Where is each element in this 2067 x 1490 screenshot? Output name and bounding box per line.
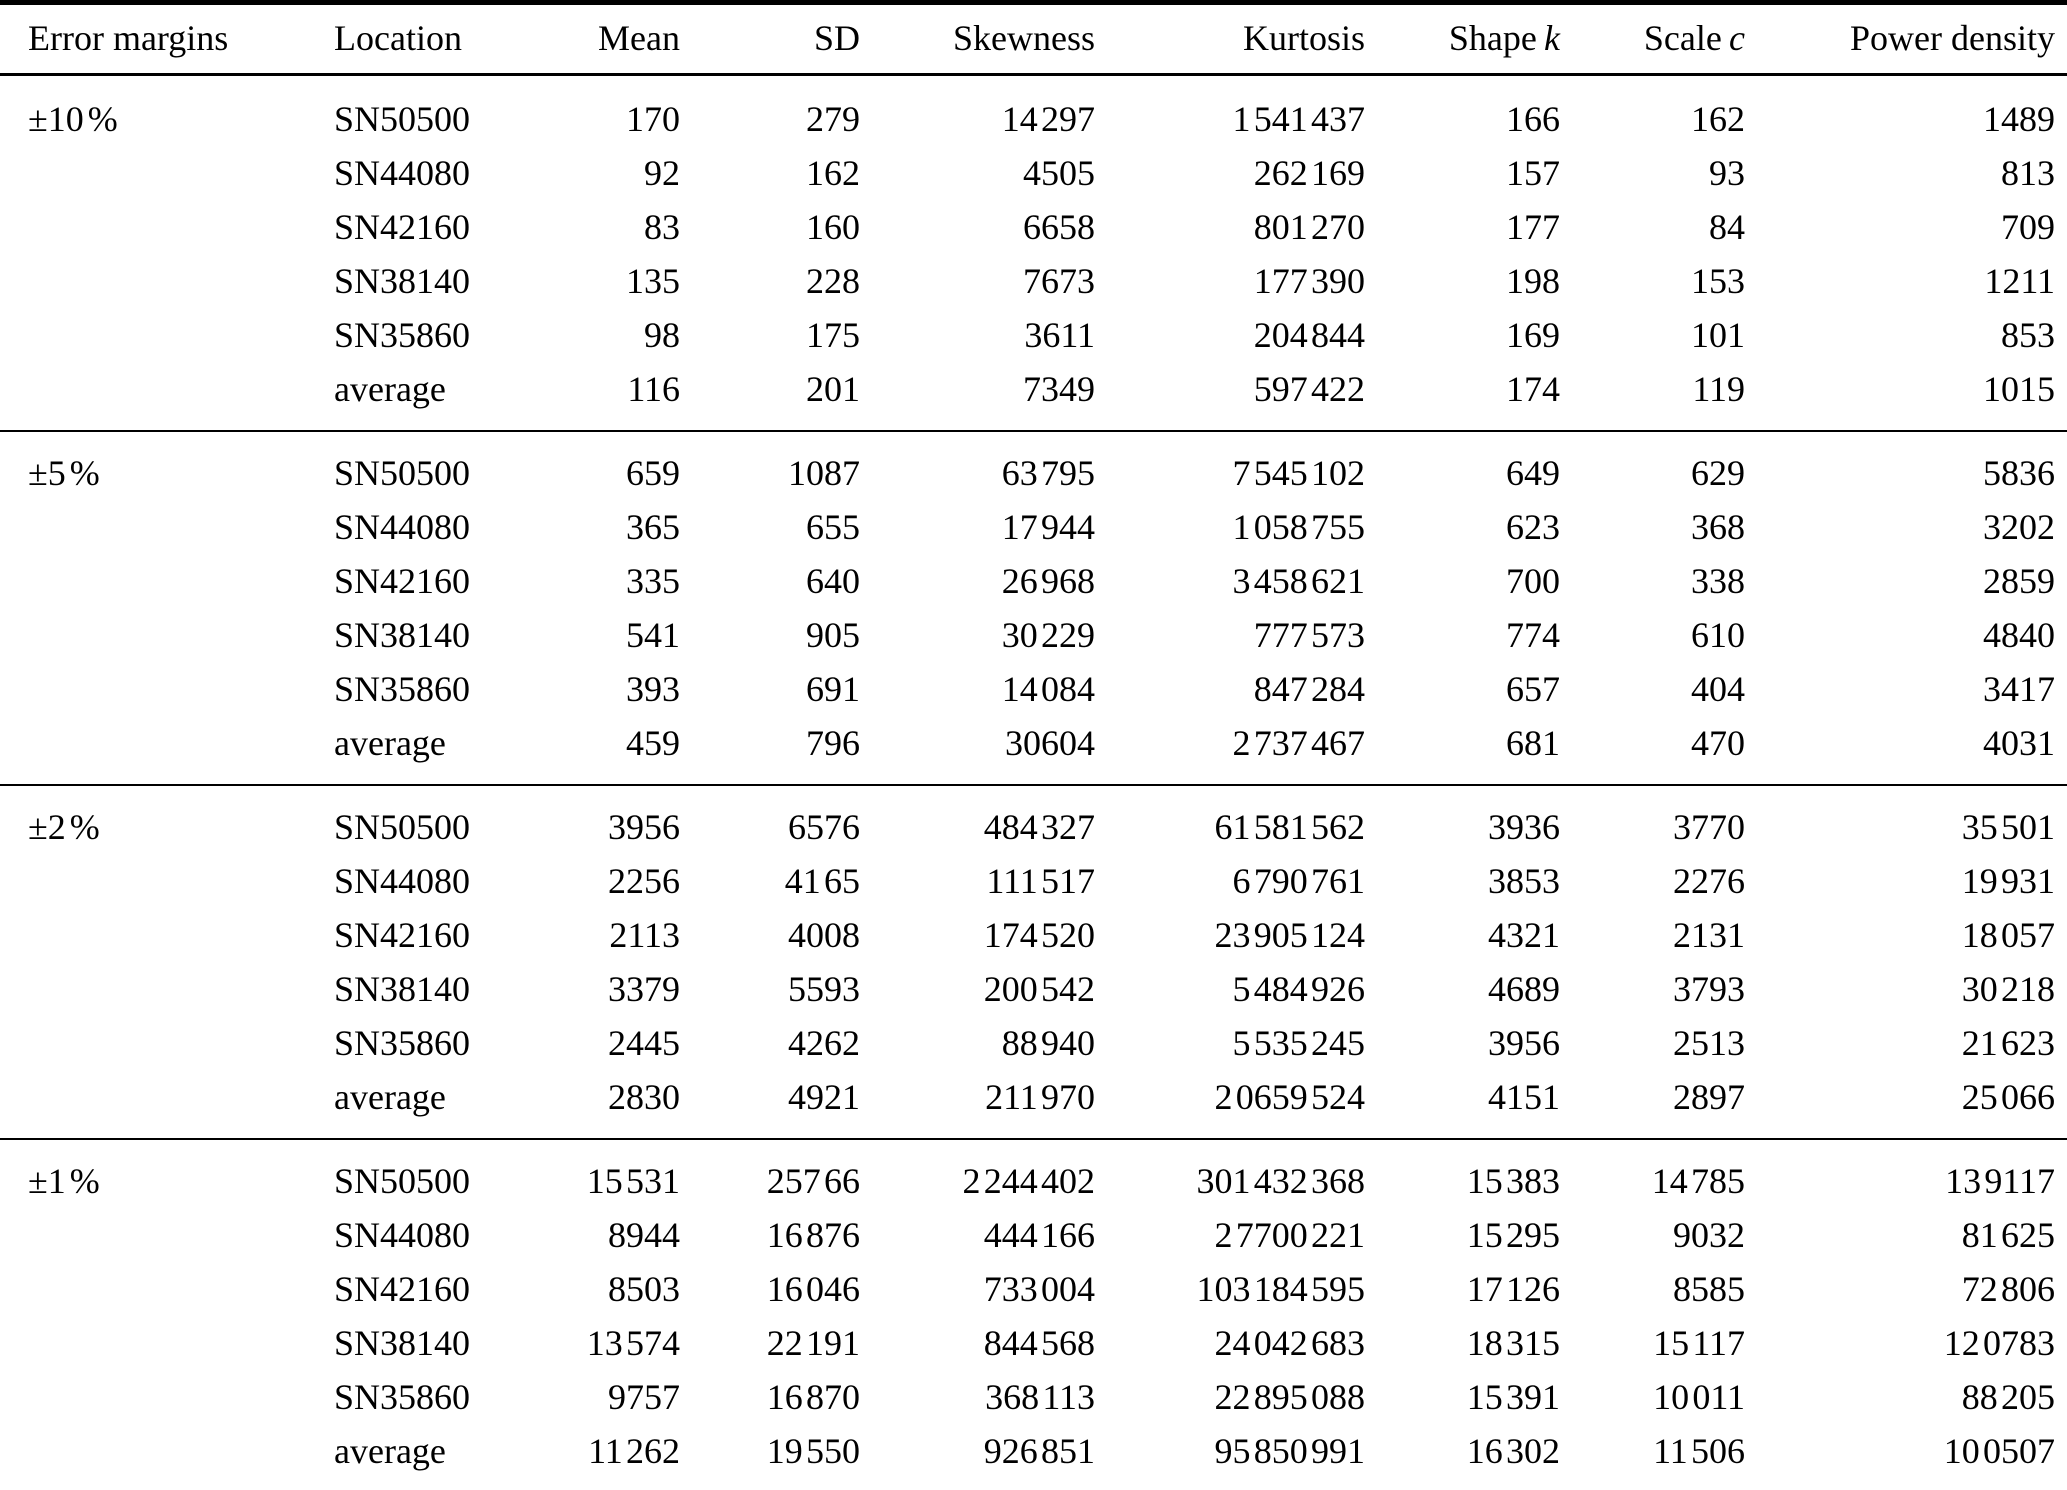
sd-cell: 4008 — [788, 915, 860, 955]
skewness-cell: 88 940 — [1001, 1023, 1095, 1063]
sd-cell: 41 65 — [784, 861, 860, 901]
error-margin-group — [0, 785, 2067, 1139]
error-margin-cell: ±10 % — [28, 99, 118, 139]
table-row — [0, 500, 2067, 554]
skewness-cell: 733 004 — [983, 1269, 1095, 1309]
table-row — [0, 1139, 2067, 1208]
location-cell: SN44080 — [334, 153, 471, 193]
skewness-cell: 7673 — [1023, 261, 1095, 301]
shape-k-cell: 15 391 — [1466, 1377, 1560, 1417]
sd-cell: 640 — [806, 561, 860, 601]
kurtosis-cell: 2 737 467 — [1232, 723, 1365, 763]
mean-cell: 335 — [626, 561, 680, 601]
scale-c-cell: 10 011 — [1653, 1377, 1745, 1417]
shape-k-cell: 700 — [1506, 561, 1560, 601]
mean-cell: 116 — [627, 369, 680, 409]
column-header-label: Shape — [1448, 18, 1537, 58]
error-margin-cell — [0, 962, 300, 1016]
scale-c-cell: 338 — [1691, 561, 1745, 601]
skewness-cell: 368 113 — [985, 1377, 1095, 1417]
scale-c-cell: 11 506 — [1653, 1431, 1745, 1471]
skewness-cell: 7349 — [1023, 369, 1095, 409]
location-cell: SN35860 — [334, 1023, 471, 1063]
scale-c-cell: 3770 — [1560, 785, 1745, 854]
power-density-cell: 2859 — [1983, 561, 2055, 601]
kurtosis-cell: 6 790 761 — [1232, 861, 1365, 901]
kurtosis-cell: 7 545 102 — [1095, 431, 1365, 500]
col-header-power-density — [1745, 3, 2067, 75]
col-header-shape-k — [1365, 3, 1560, 75]
mean-cell: 459 — [626, 723, 680, 763]
error-margin-group — [0, 1139, 2067, 1490]
table-row — [0, 1016, 2067, 1070]
kurtosis-cell: 597 422 — [1253, 369, 1365, 409]
error-margin-cell — [0, 662, 300, 716]
location-cell: SN50500 — [300, 1139, 520, 1208]
power-density-cell: 1489 — [1983, 99, 2055, 139]
shape-k-cell: 623 — [1506, 507, 1560, 547]
shape-k-cell: 681 — [1506, 723, 1560, 763]
table-row — [0, 908, 2067, 962]
skewness-cell: 2 244 402 — [860, 1139, 1095, 1208]
kurtosis-cell: 103 184 595 — [1196, 1269, 1365, 1309]
shape-k-cell: 3956 — [1488, 1023, 1560, 1063]
scale-c-cell: 3793 — [1673, 969, 1745, 1009]
kurtosis-cell: 301 432 368 — [1095, 1139, 1365, 1208]
error-margin-cell — [0, 1016, 300, 1070]
location-cell: average — [334, 723, 446, 763]
sd-cell: 162 — [806, 153, 860, 193]
shape-k-cell: 4689 — [1488, 969, 1560, 1009]
table-row — [0, 785, 2067, 854]
mean-cell: 92 — [644, 153, 680, 193]
error-margin-group — [0, 431, 2067, 785]
shape-k-cell: 3853 — [1488, 861, 1560, 901]
shape-k-cell: 649 — [1365, 431, 1560, 500]
kurtosis-cell: 22 895 088 — [1214, 1377, 1365, 1417]
col-header-scale-c — [1560, 3, 1745, 75]
sd-cell: 228 — [806, 261, 860, 301]
scale-c-cell: 368 — [1691, 507, 1745, 547]
column-header-label: Location — [334, 18, 462, 58]
table-row — [0, 308, 2067, 362]
sd-cell: 16 876 — [766, 1215, 860, 1255]
skewness-cell: 3611 — [1024, 315, 1095, 355]
col-header-location — [300, 3, 520, 75]
table-row — [0, 1424, 2067, 1490]
scale-c-cell: 404 — [1691, 669, 1745, 709]
error-margin-cell — [0, 1370, 300, 1424]
location-cell: SN35860 — [334, 315, 471, 355]
column-header-label: Skewness — [953, 18, 1095, 58]
scale-c-cell: 162 — [1691, 99, 1745, 139]
shape-k-cell: 17 126 — [1466, 1269, 1560, 1309]
shape-k-cell: 174 — [1506, 369, 1560, 409]
power-density-cell: 5836 — [1745, 431, 2067, 500]
location-cell: average — [334, 1077, 446, 1117]
table-row — [0, 1262, 2067, 1316]
scale-c-cell: 101 — [1691, 315, 1745, 355]
mean-cell: 15 531 — [520, 1139, 680, 1208]
sd-cell: 905 — [806, 615, 860, 655]
col-header-mean — [520, 3, 680, 75]
kurtosis-cell: 24 042 683 — [1214, 1323, 1365, 1363]
error-margin-cell — [0, 1262, 300, 1316]
error-margin-group — [0, 75, 2067, 432]
sd-cell: 257 66 — [680, 1139, 860, 1208]
error-margin-cell — [0, 200, 300, 254]
table-row — [0, 962, 2067, 1016]
location-cell: SN44080 — [334, 861, 471, 901]
scale-c-cell: 610 — [1691, 615, 1745, 655]
table-row — [0, 1370, 2067, 1424]
table-row — [0, 146, 2067, 200]
column-header-label: Kurtosis — [1242, 18, 1365, 58]
scale-c-cell: 119 — [1692, 369, 1745, 409]
skewness-cell: 26 968 — [1001, 561, 1095, 601]
kurtosis-cell: 5 484 926 — [1232, 969, 1365, 1009]
power-density-cell: 81 625 — [1961, 1215, 2055, 1255]
table-header — [0, 3, 2067, 75]
error-margin-cell: ±1 % — [0, 1139, 300, 1208]
mean-cell: 170 — [626, 99, 680, 139]
location-cell: SN38140 — [334, 261, 471, 301]
location-cell: SN44080 — [334, 507, 471, 547]
power-density-cell: 13 9117 — [1745, 1139, 2067, 1208]
power-density-cell: 4840 — [1983, 615, 2055, 655]
table-row — [0, 75, 2067, 147]
error-margin-cell — [0, 254, 300, 308]
error-margin-cell — [0, 308, 300, 362]
shape-k-cell: 4321 — [1488, 915, 1560, 955]
column-header-label: SD — [813, 18, 860, 58]
col-header-kurtosis — [1095, 3, 1365, 75]
mean-cell: 2445 — [608, 1023, 680, 1063]
power-density-cell: 3417 — [1983, 669, 2055, 709]
table-row — [0, 200, 2067, 254]
location-cell: SN35860 — [334, 1377, 471, 1417]
shape-k-cell: 4151 — [1488, 1077, 1560, 1117]
kurtosis-cell: 2 0659 524 — [1214, 1077, 1365, 1117]
kurtosis-cell: 847 284 — [1253, 669, 1365, 709]
sd-cell: 796 — [806, 723, 860, 763]
error-margin-cell — [0, 1424, 300, 1490]
skewness-cell: 4505 — [1023, 153, 1095, 193]
sd-cell: 6576 — [680, 785, 860, 854]
error-margin-cell — [0, 362, 300, 431]
skewness-cell: 17 944 — [1001, 507, 1095, 547]
location-cell: SN42160 — [334, 915, 471, 955]
column-header-var: c — [1729, 18, 1745, 58]
sd-cell: 19 550 — [766, 1431, 860, 1471]
power-density-cell: 1015 — [1983, 369, 2055, 409]
skewness-cell: 484 327 — [860, 785, 1095, 854]
kurtosis-cell: 23 905 124 — [1214, 915, 1365, 955]
skewness-cell: 200 542 — [983, 969, 1095, 1009]
power-density-cell: 72 806 — [1961, 1269, 2055, 1309]
mean-cell: 2830 — [608, 1077, 680, 1117]
sd-cell: 22 191 — [766, 1323, 860, 1363]
location-cell: SN35860 — [334, 669, 471, 709]
mean-cell: 11 262 — [588, 1431, 680, 1471]
sd-cell: 160 — [806, 207, 860, 247]
sd-cell: 279 — [806, 99, 860, 139]
location-cell: SN50500 — [300, 785, 520, 854]
sd-cell: 175 — [806, 315, 860, 355]
error-margin-cell: ±2 % — [0, 785, 300, 854]
power-density-cell: 18 057 — [1961, 915, 2055, 955]
error-margin-cell — [0, 146, 300, 200]
mean-cell: 365 — [626, 507, 680, 547]
kurtosis-cell: 61 581 562 — [1095, 785, 1365, 854]
scale-c-cell: 2276 — [1673, 861, 1745, 901]
shape-k-cell: 3936 — [1365, 785, 1560, 854]
scale-c-cell: 8585 — [1673, 1269, 1745, 1309]
error-margin-cell — [0, 500, 300, 554]
skewness-cell: 926 851 — [983, 1431, 1095, 1471]
shape-k-cell: 166 — [1506, 99, 1560, 139]
kurtosis-cell: 5 535 245 — [1232, 1023, 1365, 1063]
table-row — [0, 431, 2067, 500]
mean-cell: 8503 — [608, 1269, 680, 1309]
shape-k-cell: 177 — [1506, 207, 1560, 247]
mean-cell: 2256 — [608, 861, 680, 901]
sd-cell: 1087 — [680, 431, 860, 500]
kurtosis-cell: 1 058 755 — [1232, 507, 1365, 547]
mean-cell: 3956 — [520, 785, 680, 854]
sd-cell: 16 046 — [766, 1269, 860, 1309]
kurtosis-cell: 777 573 — [1253, 615, 1365, 655]
error-margin-cell — [0, 608, 300, 662]
skewness-cell: 30604 — [1005, 723, 1095, 763]
sd-cell: 691 — [806, 669, 860, 709]
location-cell: SN42160 — [334, 1269, 471, 1309]
table-row — [0, 362, 2067, 431]
location-cell: SN38140 — [334, 1323, 471, 1363]
shape-k-cell: 15 295 — [1466, 1215, 1560, 1255]
location-cell: SN42160 — [334, 561, 471, 601]
header-row — [0, 3, 2067, 75]
sd-cell: 4921 — [788, 1077, 860, 1117]
skewness-cell: 14 084 — [1001, 669, 1095, 709]
power-density-cell: 21 623 — [1961, 1023, 2055, 1063]
error-margin-cell — [0, 1070, 300, 1139]
sd-cell: 16 870 — [766, 1377, 860, 1417]
skewness-cell: 14 297 — [1001, 99, 1095, 139]
table-row — [0, 854, 2067, 908]
sd-cell: 5593 — [788, 969, 860, 1009]
table-row — [0, 608, 2067, 662]
kurtosis-cell: 801 270 — [1253, 207, 1365, 247]
skewness-cell: 444 166 — [983, 1215, 1095, 1255]
skewness-cell: 211 970 — [985, 1077, 1095, 1117]
kurtosis-cell: 262 169 — [1253, 153, 1365, 193]
power-density-cell: 3202 — [1983, 507, 2055, 547]
location-cell: SN50500 — [334, 99, 471, 139]
scale-c-cell: 2897 — [1673, 1077, 1745, 1117]
error-margin-cell — [0, 1208, 300, 1262]
power-density-cell: 813 — [2001, 153, 2055, 193]
col-header-skewness — [860, 3, 1095, 75]
error-margin-cell — [0, 1316, 300, 1370]
mean-cell: 13 574 — [586, 1323, 680, 1363]
shape-k-cell: 157 — [1506, 153, 1560, 193]
skewness-cell: 6658 — [1023, 207, 1095, 247]
power-density-cell: 12 0783 — [1943, 1323, 2055, 1363]
shape-k-cell: 16 302 — [1466, 1431, 1560, 1471]
skewness-cell: 30 229 — [1001, 615, 1095, 655]
kurtosis-cell: 2 7700 221 — [1214, 1215, 1365, 1255]
mean-cell: 8944 — [608, 1215, 680, 1255]
skewness-cell: 174 520 — [983, 915, 1095, 955]
scale-c-cell: 14 785 — [1560, 1139, 1745, 1208]
mean-cell: 3379 — [608, 969, 680, 1009]
scale-c-cell: 84 — [1709, 207, 1745, 247]
scale-c-cell: 93 — [1709, 153, 1745, 193]
mean-cell: 541 — [626, 615, 680, 655]
location-cell: average — [334, 1431, 446, 1471]
skewness-cell: 844 568 — [983, 1323, 1095, 1363]
kurtosis-cell: 204 844 — [1253, 315, 1365, 355]
location-cell: SN50500 — [300, 431, 520, 500]
scale-c-cell: 153 — [1691, 261, 1745, 301]
mean-cell: 98 — [644, 315, 680, 355]
scale-c-cell: 9032 — [1673, 1215, 1745, 1255]
skewness-cell: 63 795 — [860, 431, 1095, 500]
column-header-label: Power density — [1850, 18, 2055, 58]
scale-c-cell: 15 117 — [1653, 1323, 1745, 1363]
column-header-var: k — [1544, 18, 1560, 58]
error-margin-cell — [0, 854, 300, 908]
power-density-cell: 853 — [2001, 315, 2055, 355]
kurtosis-cell: 3 458 621 — [1232, 561, 1365, 601]
mean-cell: 9757 — [608, 1377, 680, 1417]
table-row — [0, 1208, 2067, 1262]
sd-cell: 655 — [806, 507, 860, 547]
power-density-cell: 4031 — [1983, 723, 2055, 763]
location-cell: SN44080 — [334, 1215, 471, 1255]
power-density-cell: 30 218 — [1961, 969, 2055, 1009]
kurtosis-cell: 177 390 — [1253, 261, 1365, 301]
error-margin-cell — [0, 716, 300, 785]
scale-c-cell: 629 — [1560, 431, 1745, 500]
shape-k-cell: 774 — [1506, 615, 1560, 655]
error-margin-cell: ±5 % — [0, 431, 300, 500]
column-header-label: Error margins — [28, 18, 229, 58]
location-cell: SN38140 — [334, 969, 471, 1009]
shape-k-cell: 169 — [1506, 315, 1560, 355]
col-header-sd — [680, 3, 860, 75]
mean-cell: 393 — [626, 669, 680, 709]
shape-k-cell: 657 — [1506, 669, 1560, 709]
shape-k-cell: 15 383 — [1365, 1139, 1560, 1208]
scale-c-cell: 2131 — [1673, 915, 1745, 955]
location-cell: average — [334, 369, 446, 409]
col-header-error-margins — [0, 3, 300, 75]
column-header-label: Scale — [1643, 18, 1722, 58]
kurtosis-cell: 95 850 991 — [1214, 1431, 1365, 1471]
location-cell: SN42160 — [334, 207, 471, 247]
scale-c-cell: 2513 — [1673, 1023, 1745, 1063]
shape-k-cell: 18 315 — [1466, 1323, 1560, 1363]
power-density-cell: 10 0507 — [1943, 1431, 2055, 1471]
kurtosis-cell: 1 541 437 — [1232, 99, 1365, 139]
power-density-cell: 1211 — [1984, 261, 2055, 301]
power-density-cell: 35 501 — [1745, 785, 2067, 854]
table-row — [0, 554, 2067, 608]
error-margin-cell — [0, 554, 300, 608]
column-header-label: Mean — [598, 18, 680, 58]
power-density-cell: 19 931 — [1961, 861, 2055, 901]
error-margin-cell — [0, 908, 300, 962]
mean-cell: 659 — [520, 431, 680, 500]
table-row — [0, 662, 2067, 716]
sd-cell: 201 — [806, 369, 860, 409]
power-density-cell: 25 066 — [1961, 1077, 2055, 1117]
table-row — [0, 1316, 2067, 1370]
table-row — [0, 716, 2067, 785]
power-density-cell: 709 — [2001, 207, 2055, 247]
skewness-cell: 111 517 — [986, 861, 1095, 901]
table-row — [0, 254, 2067, 308]
mean-cell: 2113 — [609, 915, 680, 955]
shape-k-cell: 198 — [1506, 261, 1560, 301]
scale-c-cell: 470 — [1691, 723, 1745, 763]
mean-cell: 135 — [626, 261, 680, 301]
location-cell: SN38140 — [334, 615, 471, 655]
mean-cell: 83 — [644, 207, 680, 247]
table-row — [0, 1070, 2067, 1139]
power-density-cell: 88 205 — [1961, 1377, 2055, 1417]
sd-cell: 4262 — [788, 1023, 860, 1063]
